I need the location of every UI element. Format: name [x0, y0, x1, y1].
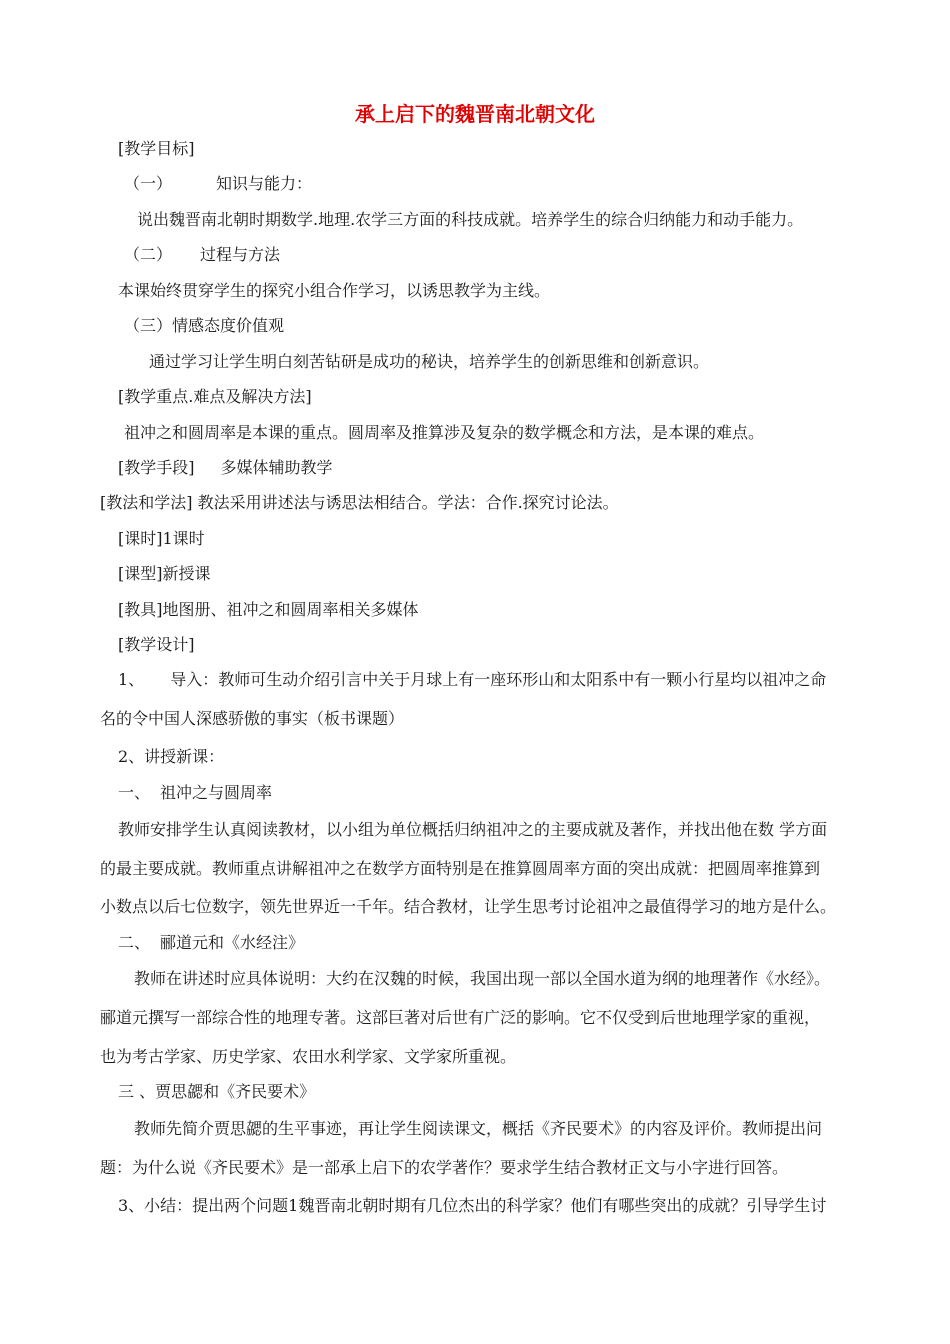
step-3-summary: 3、小结：提出两个问题1魏晋南北朝时期有几位杰出的科学家？他们有哪些突出的成就？引导学生讨 — [118, 1196, 827, 1215]
part-2-text-1: 教师在讲述时应具体说明：大约在汉魏的时候，我国出现一部以全国水道为纲的地理著作《水经》。 — [134, 969, 831, 988]
part-2-text-2: 郦道元撰写一部综合性的地理专著。这部巨著对后世有广泛的影响。它不仅受到后世地理学家的重视， — [100, 1008, 821, 1027]
step-1-text-cont: 名的令中国人深感骄傲的事实（板书课题） — [100, 709, 405, 728]
goal-2-number: （二） — [124, 245, 173, 264]
methods-line: [教法和学法] 教法采用讲述法与诱思法相结合。学法：合作.探究讨论法。 — [100, 493, 619, 512]
key-points-text: 祖冲之和圆周率是本课的重点。圆周率及推算涉及复杂的数学概念和方法，是本课的难点。 — [124, 423, 765, 442]
goal-3-text: 通过学习让学生明白刻苦钻研是成功的秘诀，培养学生的创新思维和创新意识。 — [149, 352, 710, 371]
section-key-points: [教学重点.难点及解决方法] — [118, 387, 312, 406]
teaching-means-label: [教学手段] — [118, 458, 195, 477]
part-1-heading-line — [118, 782, 272, 804]
part-2-heading: 郦道元和《水经注》 — [160, 933, 305, 952]
part-2-heading-line — [118, 932, 304, 954]
part-2-text-3: 也为考古学家、历史学家、农田水利学家、文学家所重视。 — [100, 1047, 517, 1066]
section-teaching-design: [教学设计] — [118, 635, 195, 654]
goal-1-text: 说出魏晋南北朝时期数学.地理.农学三方面的科技成就。培养学生的综合归纳能力和动手能力。 — [137, 210, 804, 229]
goal-2-text: 本课始终贯穿学生的探究小组合作学习，以诱思教学为主线。 — [118, 281, 551, 300]
part-3-text-2: 题：为什么说《齐民要术》是一部承上启下的农学著作？要求学生结合教材正文与小字进行回答。 — [100, 1158, 789, 1177]
teaching-means-line — [118, 457, 333, 479]
goal-1-number: （一） — [124, 174, 173, 193]
goal-2-line — [124, 244, 280, 266]
lesson-type-line: [课型]新授课 — [118, 564, 211, 583]
part-1-heading: 祖冲之与圆周率 — [160, 783, 273, 802]
step-2-heading: 2、讲授新课： — [118, 747, 225, 766]
part-3-text-1: 教师先简介贾思勰的生平事迹，再让学生阅读课文，概括《齐民要术》的内容及评价。教师提出问 — [134, 1119, 823, 1138]
goal-1-line — [124, 173, 312, 195]
part-1-text-3: 小数点以后七位数字，领先世界近一千年。结合教材，让学生思考讨论祖冲之最值得学习的地方是什么。 — [100, 897, 837, 916]
step-1-number: 1、 — [118, 670, 145, 689]
part-1-number: 一、 — [118, 783, 151, 802]
part-1-text-1: 教师安排学生认真阅读教材，以小组为单位概括归纳祖冲之的主要成就及著作，并找出他在数 学方面 — [118, 820, 828, 839]
goal-2-heading: 过程与方法 — [200, 245, 281, 264]
goal-1-heading: 知识与能力： — [216, 174, 313, 193]
goal-3-heading: （三）情感态度价值观 — [124, 316, 285, 335]
part-1-text-2: 的最主要成就。教师重点讲解祖冲之在数学方面特别是在推算圆周率方面的突出成就：把圆周率推算到 — [100, 859, 821, 878]
part-2-number: 二、 — [118, 933, 151, 952]
document-title: 承上启下的魏晋南北朝文化 — [355, 102, 595, 126]
part-3-heading: 三 、贾思勰和《齐民要术》 — [118, 1082, 316, 1101]
step-1-text: 导入：教师可生动介绍引言中关于月球上有一座环形山和太阳系中有一颗小行星均以祖冲之命 — [170, 670, 827, 689]
step-1-line — [118, 669, 826, 691]
teaching-aids-line: [教具]地图册、祖冲之和圆周率相关多媒体 — [118, 600, 419, 619]
section-teaching-goals: [教学目标] — [118, 139, 195, 158]
class-hours-line: [课时]1课时 — [118, 529, 205, 548]
teaching-means-value: 多媒体辅助教学 — [220, 458, 333, 477]
